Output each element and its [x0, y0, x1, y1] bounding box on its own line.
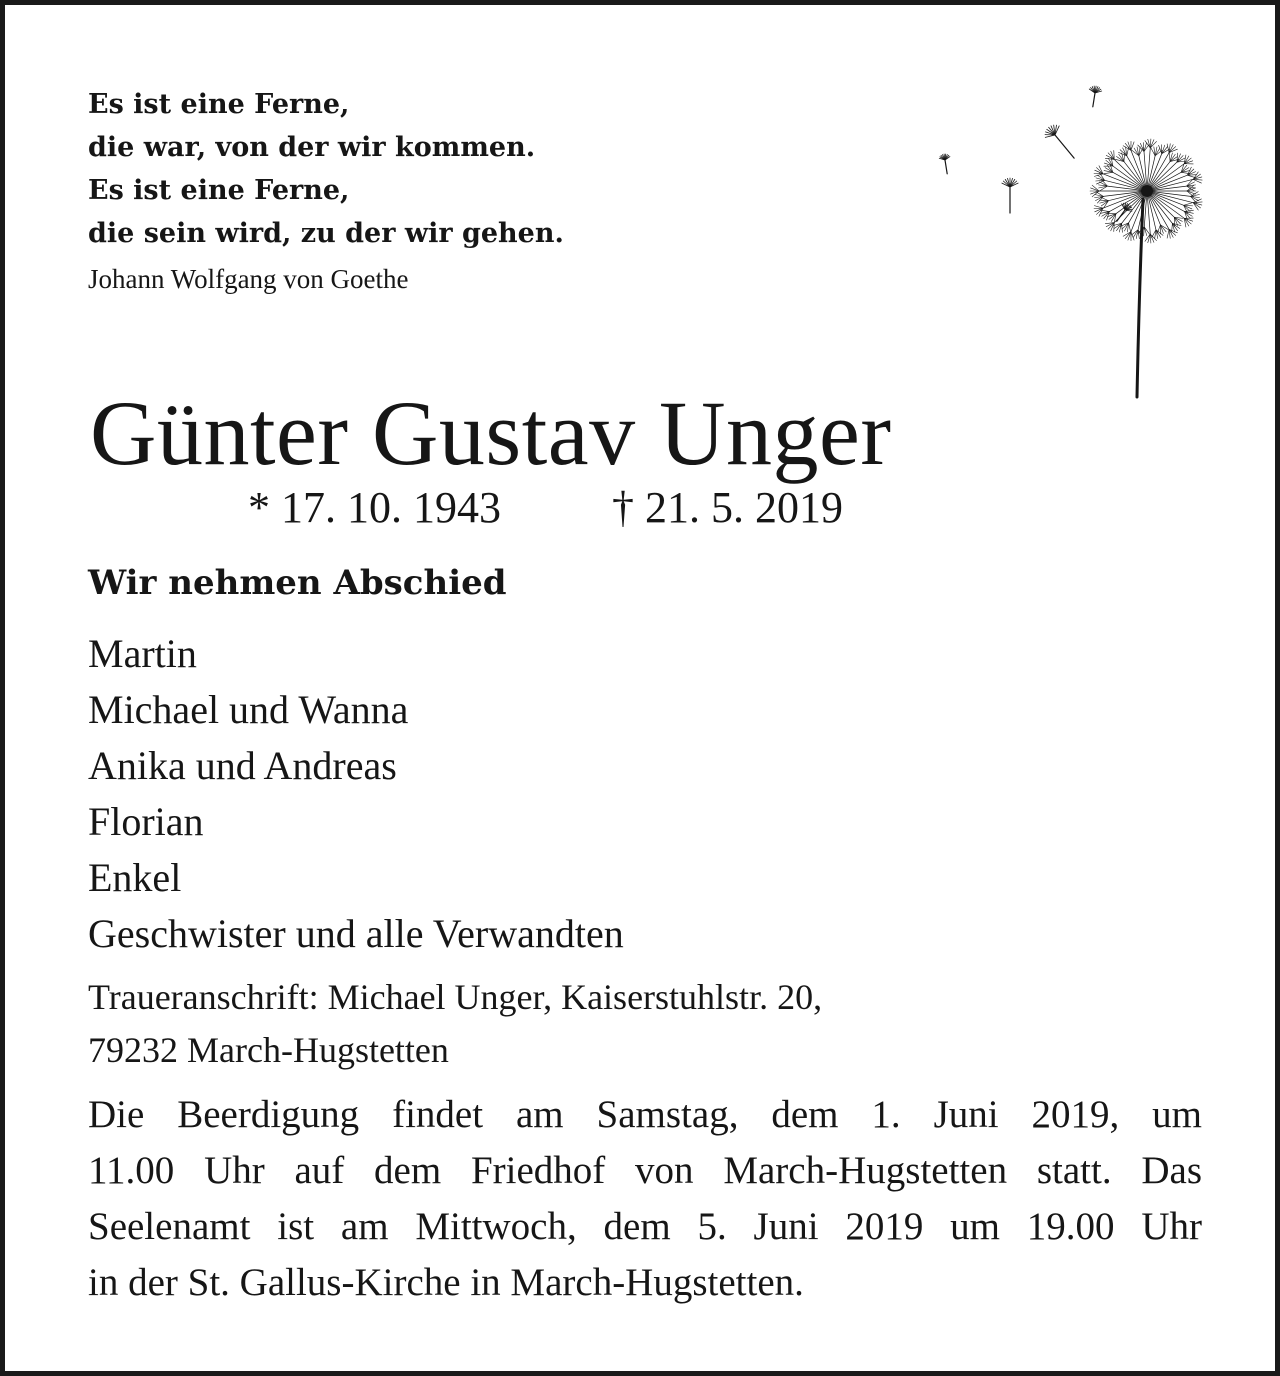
quote-line-4: die sein wird, zu der wir gehen. — [88, 218, 564, 249]
dandelion-stroke — [1167, 144, 1169, 153]
quote-line-3: Es ist eine Ferne, — [88, 175, 350, 206]
dandelion-stroke — [1092, 185, 1099, 191]
dandelion-stroke — [1184, 203, 1193, 206]
dandelion-stroke — [1150, 141, 1156, 147]
dandelion-stroke — [1187, 191, 1195, 194]
dandelion-stroke — [1169, 153, 1170, 162]
dandelion-stroke — [1147, 179, 1193, 191]
dandelion-stroke — [1091, 188, 1099, 191]
mourner-item: Michael und Wanna — [88, 687, 409, 732]
mourner-item: Geschwister und alle Verwandten — [88, 911, 624, 956]
dandelion-stroke — [1045, 135, 1055, 137]
funeral-info-line: Seelenamt ist am Mittwoch, dem 5. Juni 2019 um 19.00 Uhr — [88, 1205, 1202, 1248]
dandelion-stroke — [1187, 169, 1194, 175]
dandelion-stroke — [1131, 142, 1134, 150]
quote-author: Johann Wolfgang von Goethe — [88, 264, 409, 294]
dandelion-stroke — [1096, 208, 1103, 214]
dandelion-stroke — [1174, 217, 1180, 224]
funeral-info — [88, 1087, 1202, 1311]
dandelion-stroke — [1147, 191, 1193, 203]
deceased-name: Günter Gustav Unger — [90, 382, 892, 484]
dandelion-stroke — [1125, 232, 1131, 239]
quote-line-1: Es ist eine Ferne, — [88, 89, 350, 120]
dandelion-stroke — [1092, 191, 1099, 197]
dandelion-stroke — [1122, 223, 1129, 229]
mourner-item: Florian — [88, 799, 204, 844]
mourner-item: Enkel — [88, 855, 182, 900]
mourner-item: Martin — [88, 631, 197, 676]
death-date: † 21. 5. 2019 — [612, 483, 843, 532]
farewell-heading: Wir nehmen Abschied — [88, 563, 507, 603]
dandelion-stroke — [1055, 135, 1074, 158]
dandelion-stroke — [1117, 210, 1125, 221]
dandelion-stroke — [1094, 206, 1103, 209]
dandelion-stroke — [1169, 147, 1176, 153]
dandelion-icon — [925, 75, 1225, 415]
quote-line-2: die war, von der wir kommen. — [88, 132, 536, 163]
funeral-info-line: 11.00 Uhr auf dem Friedhof von March-Hugstetten statt. Das — [88, 1149, 1202, 1192]
mourner-item: Anika und Andreas — [88, 743, 397, 788]
dandelion-stroke — [1093, 93, 1095, 107]
dandelion-stroke — [1108, 223, 1114, 230]
mourning-address-line2: 79232 March-Hugstetten — [88, 1030, 449, 1070]
dandelion-stroke — [1177, 155, 1183, 162]
funeral-info-line: in der St. Gallus-Kirche in March-Hugstetten. — [88, 1261, 804, 1304]
dandelion-stroke — [1114, 159, 1147, 191]
birth-date: * 17. 10. 1943 — [248, 483, 501, 532]
dandelion-stroke — [945, 160, 947, 174]
mourning-address-line1: Traueranschrift: Michael Unger, Kaiserstuhlstr. 20, — [88, 977, 823, 1017]
dandelion-stroke — [1160, 225, 1166, 232]
dandelion-stroke — [1122, 223, 1123, 232]
dandelion-stroke — [1162, 147, 1168, 154]
dandelion-stroke — [1120, 150, 1127, 156]
dandelion-stroke — [1169, 229, 1176, 235]
dandelion-stem — [1137, 199, 1143, 397]
dandelion-dot — [1141, 185, 1153, 197]
dandelion-stroke — [1147, 162, 1177, 191]
funeral-info-line: Die Beerdigung findet am Samstag, dem 1. Juni 2019, um — [88, 1093, 1202, 1136]
dandelion-stroke — [1129, 223, 1131, 232]
dandelion-stroke — [1167, 229, 1169, 238]
dandelion-stroke — [1104, 172, 1113, 173]
dandelion-stroke — [1105, 180, 1147, 191]
